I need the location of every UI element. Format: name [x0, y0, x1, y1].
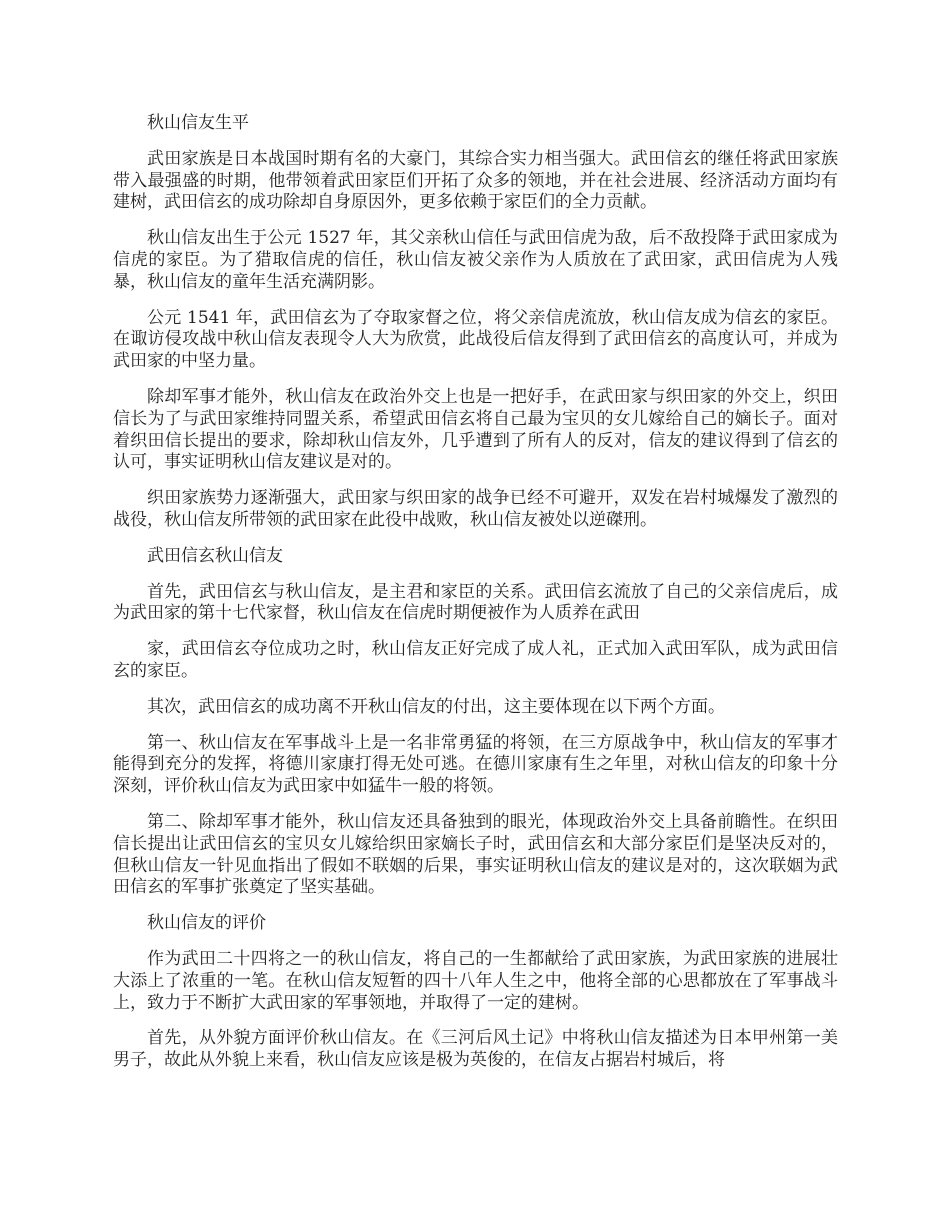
- paragraph: 作为武田二十四将之一的秋山信友，将自己的一生都献给了武田家族，为武田家族的进展壮大添上了浓重的一笔。在秋山信友短暂的四十八年人生之中，他将全部的心思都放在了军事战斗上，致力于不断扩大武田家的军事领地，并取得了一定的建树。: [113, 948, 838, 1013]
- paragraph: 首先，武田信玄与秋山信友，是主君和家臣的关系。武田信玄流放了自己的父亲信虎后，成为武田家的第十七代家督，秋山信友在信虎时期便被作为人质养在武田: [113, 581, 838, 624]
- paragraph: 其次，武田信玄的成功离不开秋山信友的付出，这主要体现在以下两个方面。: [147, 696, 725, 717]
- paragraph: 家，武田信玄夺位成功之时，秋山信友正好完成了成人礼，正式加入武田军队，成为武田信玄的家臣。: [113, 639, 838, 681]
- document-page: [113, 113, 838, 1086]
- paragraph: 秋山信友出生于公元 1527 年，其父亲秋山信任与武田信虎为敌，后不敌投降于武田家成为信虎的家臣。为了猎取信虎的信任，秋山信友被父亲作为人质放在了武田家，武田信虎为人残暴，秋山信友的童年生活充满阴影。: [113, 228, 838, 292]
- paragraph: 第二、除却军事才能外，秋山信友还具备独到的眼光，体现政治外交上具备前瞻性。在织田信长提出让武田信玄的宝贝女儿嫁给织田家嫡长子时，武田信玄和大部分家臣们是坚决反对的，但秋山信友一针见血指出了假如不联姻的后果，事实证明秋山信友的建议是对的，这次联姻为武田信玄的军事扩张奠定了坚实基础。: [113, 811, 838, 898]
- section-heading: 秋山信友生平: [147, 113, 249, 133]
- paragraph: 织田家族势力逐渐强大，武田家与织田家的战争已经不可避开，双发在岩村城爆发了激烈的战役，秋山信友所带领的武田家在此役中战败，秋山信友被处以逆磔刑。: [113, 488, 838, 530]
- paragraph: 首先，从外貌方面评价秋山信友。在《三河后风土记》中将秋山信友描述为日本甲州第一美男子，故此从外貌上来看，秋山信友应该是极为英俊的，在信友占据岩村城后，将: [113, 1028, 838, 1071]
- section-heading: 秋山信友的评价: [147, 913, 266, 934]
- section-heading: 武田信玄秋山信友: [147, 545, 283, 566]
- paragraph: 武田家族是日本战国时期有名的大豪门，其综合实力相当强大。武田信玄的继任将武田家族带入最强盛的时期，他带领着武田家臣们开拓了众多的领地，并在社会进展、经济活动方面均有建树，武田信玄的成功除却自身原因外，更多依赖于家臣们的全力贡献。: [113, 148, 838, 213]
- paragraph: 第一、秋山信友在军事战斗上是一名非常勇猛的将领，在三方原战争中，秋山信友的军事才能得到充分的发挥，将德川家康打得无处可逃。在德川家康有生之年里，对秋山信友的印象十分深刻，评价秋山信友为武田家中如猛牛一般的将领。: [113, 732, 838, 797]
- paragraph: 除却军事才能外，秋山信友在政治外交上也是一把好手，在武田家与织田家的外交上，织田信长为了与武田家维持同盟关系，希望武田信玄将自己最为宝贝的女儿嫁给自己的嫡长子。面对着织田信长提出的要求，除却秋山信友外，几乎遭到了所有人的反对，信友的建议得到了信玄的认可，事实证明秋山信友建议是对的。: [113, 386, 838, 473]
- paragraph: 公元 1541 年，武田信玄为了夺取家督之位，将父亲信虎流放，秋山信友成为信玄的家臣。在诹访侵攻战中秋山信友表现令人大为欣赏，此战役后信友得到了武田信玄的高度认可，并成为武田家的中坚力量。: [113, 307, 838, 372]
